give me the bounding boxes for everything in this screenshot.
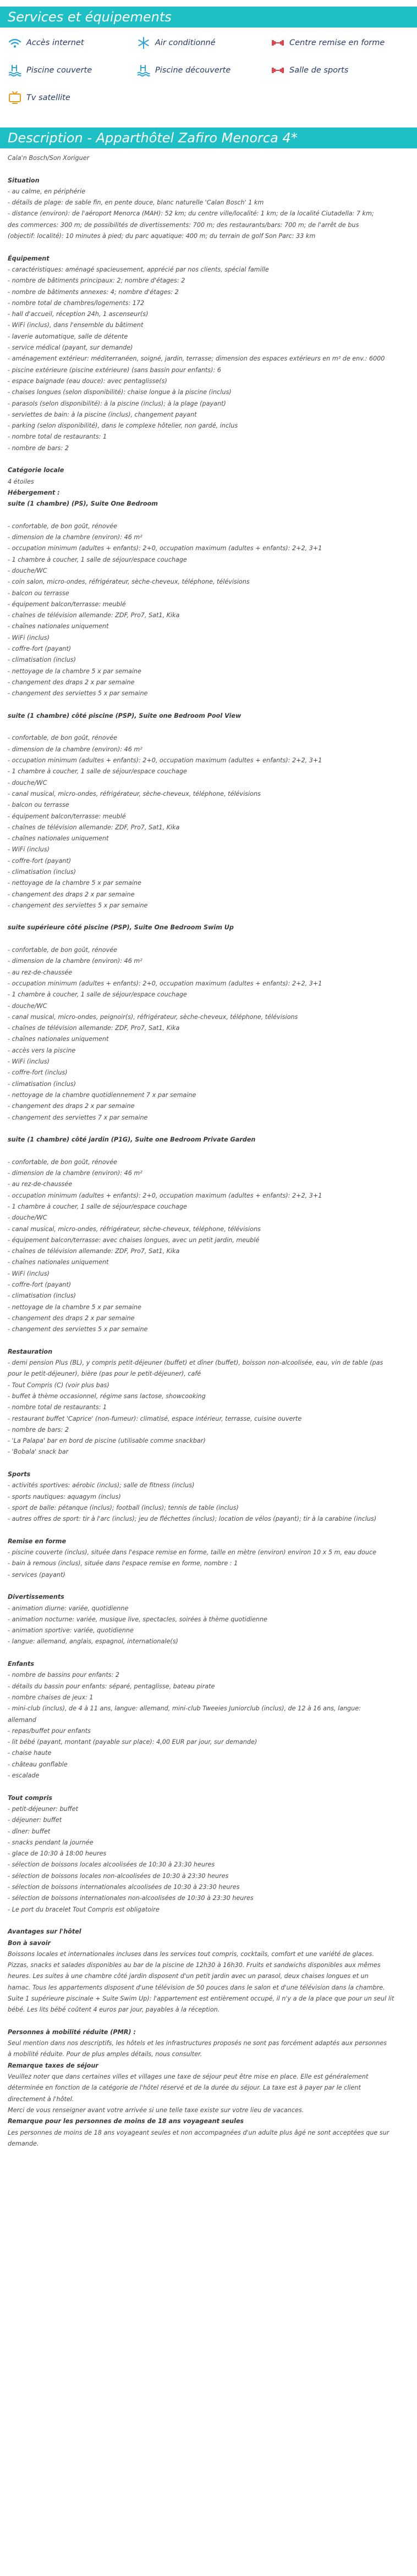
text-line: - nombre de bars: 2: [8, 444, 69, 452]
facility-item: [8, 35, 136, 51]
text-line: - détails de plage: de sable fin, en pente douce, blanc naturelle 'Calan Bosch' 1 km: [8, 199, 264, 207]
text-line: demande.: [8, 2140, 39, 2147]
text-line: - animation sportive: variée, quotidienne: [8, 1627, 134, 1635]
section-heading: Bon à savoir: [8, 1939, 51, 1947]
line-gap: [8, 1781, 409, 1792]
text-line: - glace de 10:30 à 18:00 heures: [8, 1850, 107, 1858]
text-line: - confortable, de bon goût, rénovée: [8, 522, 117, 530]
text-line: - piscine extérieure (piscine extérieure) (sans bassin pour enfants): 6: [8, 366, 221, 374]
text-line: - distance (environ): de l'aéroport Menorca (MAH): 52 km; du centre ville/localité: 1 km; de la localité Ciutadella: 7 km;: [8, 210, 374, 218]
text-line: - chaise haute: [8, 1749, 52, 1757]
text-line: - au calme, en périphérie: [8, 187, 85, 195]
text-line: - mini-club (inclus), de 4 à 11 ans, langue: allemand, mini-club Tweeies Juniorclub (inclus), de 12 à 16 ans, langue:: [8, 1705, 361, 1713]
line-gap: [8, 934, 409, 945]
description-content: [0, 148, 417, 2150]
text-line: - 1 chambre à coucher, 1 salle de séjour/espace couchage: [8, 556, 187, 563]
text-line: - 'La Palapa' bar en bord de piscine (utilisable comme snackbar): [8, 1437, 206, 1445]
text-line: - sélection de boissons internationales non-alcoolisées de 10:30 à 23:30 heures: [8, 1894, 254, 1902]
text-line: - buffet à thème occasionnel, régime sans lactose, showcooking: [8, 1392, 206, 1400]
text-line: - WiFi (inclus): [8, 1058, 50, 1066]
text-line: - nombre total de restaurants: 1: [8, 433, 107, 441]
section-heading: Remise en forme: [8, 1537, 67, 1545]
text-line: - canal musical, micro-ondes, peignoir(s), réfrigérateur, sèche-cheveux, téléphone, télévisions: [8, 1013, 298, 1021]
text-line: - langue: allemand, anglais, espagnol, internationale(s): [8, 1638, 178, 1646]
text-line: pour le petit-déjeuner), bière (pas pour le petit-déjeuner), café: [8, 1370, 201, 1378]
text-line: - chaînes de télévision allemande: ZDF, Pro7, Sat1, Kika: [8, 1024, 180, 1032]
text-line: - douche/WC: [8, 779, 47, 786]
text-line: - aménagement extérieur: méditerranéen, soigné, jardin, terrasse; dimension des espaces extérieurs en m² de env.: 6000: [8, 355, 385, 363]
text-line: déterminée en fonction de la catégorie de l'hôtel réservé et de la durée du séjour. La taxe est à payer par le client: [8, 2084, 361, 2092]
text-line: - 'Bobala' snack bar: [8, 1448, 69, 1456]
text-line: - accès vers la piscine: [8, 1046, 76, 1054]
text-line: - nombre chaises de jeux: 1: [8, 1693, 94, 1701]
text-line: - animation nocturne: variée, musique live, spectacles, soirées à thème quotidienne: [8, 1615, 267, 1623]
text-line: (objectif: localité): 10 minutes à pied; du parc aquatique: 400 m; du terrain de golf Son Parc: 33 km: [8, 232, 316, 240]
text-line: - confortable, de bon goût, rénovée: [8, 1158, 117, 1166]
section-heading: suite supérieure côté piscine (PSP), Suite One Bedroom Swim Up: [8, 924, 234, 932]
text-line: - sports nautiques: aquagym (inclus): [8, 1493, 121, 1500]
text-line: allemand: [8, 1716, 36, 1724]
text-line: - déjeuner: buffet: [8, 1816, 62, 1824]
text-line: - chaînes nationales uniquement: [8, 623, 109, 630]
text-line: - WiFi (inclus), dans l'ensemble du bâtiment: [8, 322, 144, 329]
text-line: - sélection de boissons locales alcoolisées de 10:30 à 23:30 heures: [8, 1861, 215, 1869]
page: [0, 7, 417, 2150]
text-line: - sport de balle: pétanque (inclus); football (inclus); tennis de table (inclus): [8, 1504, 239, 1511]
text-line: - équipement balcon/terrasse: meublé: [8, 600, 126, 608]
text-line: - activités sportives: aérobic (inclus); salle de fitness (inclus): [8, 1482, 195, 1489]
text-line: - nombre total de chambres/logements: 172: [8, 299, 145, 307]
text-line: - chaînes de télévision allemande: ZDF, Pro7, Sat1, Kika: [8, 1248, 180, 1255]
text-line: - nombre de bâtiments principaux: 2; nombre d'étages: 2: [8, 277, 185, 285]
text-line: - caractéristiques: aménagé spacieusement, apprécié par nos clients, spécial famille: [8, 265, 269, 273]
text-line: - Le port du bracelet Tout Compris est obligatoire: [8, 1905, 160, 1913]
pool-icon: [136, 63, 151, 77]
facility-item: [271, 35, 414, 51]
text-line: Merci de vous renseigner avant votre arrivée si une telle taxe existe sur votre lieu de vacances.: [8, 2106, 304, 2114]
text-line: - douche/WC: [8, 1002, 47, 1010]
text-line: - dimension de la chambre (environ): 46 m²: [8, 957, 142, 965]
text-line: - changement des draps 2 x par semaine: [8, 678, 135, 686]
facility-item: [8, 90, 136, 106]
line-gap: [8, 1648, 409, 1659]
text-line: - chaises longues (selon disponibilité): chaise longue à la piscine (inclus): [8, 389, 232, 396]
snowflake-icon: [136, 36, 151, 50]
text-line: hamac. Tous les appartements disposent d'une télévision de 50 pouces dans le salon et d'une télévision dans la chambre.: [8, 1984, 385, 1991]
text-line: - douche/WC: [8, 1214, 47, 1222]
text-line: - espace baignade (eau douce): avec pentaglisse(s): [8, 377, 167, 385]
text-line: - WiFi (inclus): [8, 634, 50, 641]
facilities-grid: [0, 27, 417, 106]
section-heading: Hébergement :: [8, 489, 60, 496]
line-gap: [8, 911, 409, 922]
text-line: - équipement balcon/terrasse: meublé: [8, 812, 126, 820]
services-title: Services et équipements: [8, 9, 172, 25]
text-line: - parasols (selon disponibilité): à la piscine (inclus); à la plage (payant): [8, 400, 226, 407]
text-line: - WiFi (inclus): [8, 1270, 50, 1277]
section-heading: Enfants: [8, 1660, 34, 1668]
text-line: - climatisation (inclus): [8, 868, 76, 876]
location-line: Cala'n Bosch/Son Xoriguer: [8, 154, 90, 162]
facility-label: Centre remise en forme: [289, 38, 385, 47]
section-heading: Personnes à mobilité réduite (PMR) :: [8, 2028, 136, 2036]
text-line: - équipement balcon/terrasse: avec chaises longues, avec un petit jardin, meublé: [8, 1236, 260, 1244]
text-line: - nettoyage de la chambre 5 x par semaine: [8, 879, 141, 887]
line-gap: [8, 1335, 409, 1346]
text-line: - château gonflable: [8, 1760, 68, 1768]
text-line: - coffre-fort (payant): [8, 857, 72, 865]
facility-item: [8, 63, 136, 78]
text-line: - nettoyage de la chambre 5 x par semaine: [8, 1303, 141, 1311]
text-line: - nombre total de restaurants: 1: [8, 1404, 107, 1411]
text-line: - nombre de bâtiments annexes: 4; nombre d'étages: 2: [8, 288, 179, 296]
section-heading: Restauration: [8, 1348, 53, 1355]
text-line: - petit-déjeuner: buffet: [8, 1805, 78, 1813]
text-line: - changement des serviettes 5 x par semaine: [8, 1326, 148, 1333]
line-gap: [8, 510, 409, 521]
text-line: - demi pension Plus (BL), y compris petit-déjeuner (buffet) et dîner (buffet), boisson non-alcoolisée, eau, vin de table (pas: [8, 1359, 383, 1367]
text-line: - nettoyage de la chambre 5 x par semaine: [8, 667, 141, 675]
text-line: - climatisation (inclus): [8, 1292, 76, 1300]
text-line: - chaînes de télévision allemande: ZDF, Pro7, Sat1, Kika: [8, 612, 180, 619]
text-line: - nombre de bars: 2: [8, 1426, 69, 1433]
text-line: - changement des serviettes 7 x par semaine: [8, 1114, 148, 1121]
text-line: - restaurant buffet 'Caprice' (non-fumeur): climatisé, espace intérieur, terrasse, cuisine ouverte: [8, 1415, 302, 1422]
description-lines: [8, 164, 409, 2150]
tv-icon: [8, 91, 22, 105]
text-line: - occupation minimum (adultes + enfants): 2+0, occupation maximum (adultes + enfants): 2+2, 3+1: [8, 979, 322, 987]
text-line: - snacks pendant la journée: [8, 1838, 94, 1846]
section-heading: Catégorie locale: [8, 467, 64, 474]
services-banner: [0, 7, 417, 27]
text-line: - confortable, de bon goût, rénovée: [8, 946, 117, 954]
text-line: heures. Les suites à une chambre côté jardin disposent d'un petit jardin avec un parasol, deux chaises longues et un: [8, 1973, 369, 1980]
facility-item: [271, 63, 414, 78]
text-line: - 1 chambre à coucher, 1 salle de séjour/espace couchage: [8, 768, 187, 775]
dumbbell-icon: [271, 36, 285, 50]
line-gap: [8, 242, 409, 253]
text-line: - escalade: [8, 1772, 40, 1780]
text-line: - piscine couverte (inclus), située dans l'espace remise en forme, taille en mètre (environ) environ 10 x 5 m, eau douce: [8, 1549, 376, 1556]
section-heading: Remarque pour les personnes de moins de 18 ans voyageant seules: [8, 2118, 244, 2125]
facility-label: Piscine découverte: [155, 66, 231, 75]
section-heading: Situation: [8, 176, 40, 184]
section-heading: Divertissements: [8, 1593, 64, 1601]
wifi-icon: [8, 36, 22, 50]
section-heading: Avantages sur l'hôtel: [8, 1928, 81, 1936]
facility-label: Salle de sports: [289, 66, 349, 75]
facility-item: [136, 63, 271, 78]
text-line: - 1 chambre à coucher, 1 salle de séjour/espace couchage: [8, 991, 187, 999]
text-line: - changement des draps 2 x par semaine: [8, 1103, 135, 1110]
text-line: Pizzas, snacks et salades disponibles au bar de la piscine de 12h30 à 16h30. Fruits et sandwichs disponibles aux mêmes: [8, 1962, 381, 1969]
text-line: - chaînes nationales uniquement: [8, 835, 109, 843]
text-line: - bain à remous (inclus), située dans l'espace remise en forme, nombre : 1: [8, 1560, 238, 1567]
text-line: - climatisation (inclus): [8, 1080, 76, 1088]
text-line: - confortable, de bon goût, rénovée: [8, 734, 117, 742]
text-line: - détails du bassin pour enfants: séparé, pentaglisse, bateau pirate: [8, 1682, 215, 1690]
text-line: - hall d'accueil, réception 24h, 1 ascenseur(s): [8, 311, 149, 318]
text-line: - canal musical, micro-ondes, réfrigérateur, sèche-cheveux, téléphone, télévisions: [8, 1225, 261, 1233]
text-line: bébé. Les lits bébé coûtent 4 euros par jour, payables à la réception.: [8, 2006, 220, 2014]
text-line: - occupation minimum (adultes + enfants): 2+0, occupation maximum (adultes + enfants): 2+2, 3+1: [8, 757, 322, 765]
line-gap: [8, 722, 409, 733]
text-line: à mobilité réduite. Pour de plus amples détails, nous consulter.: [8, 2051, 202, 2058]
description-title: Description - Apparthôtel Zafiro Menorca 4*: [8, 130, 298, 146]
section-heading: Sports: [8, 1471, 31, 1478]
text-line: Veuillez noter que dans certaines villes et villages une taxe de séjour peut être mise en place. Elle est généralement: [8, 2073, 369, 2081]
text-line: - au rez-de-chaussée: [8, 1181, 73, 1188]
section-heading: suite (1 chambre) côté piscine (PSP), Suite one Bedroom Pool View: [8, 712, 242, 719]
text-line: - Tout Compris (C) (voir plus bas): [8, 1381, 109, 1389]
facility-label: Air conditionné: [155, 38, 216, 47]
dumbbell-icon: [271, 63, 285, 77]
text-line: Suite 1 supérieure piscinale + Suite Swim Up): l'appartement est entièrement occupé, il n'y a de la place que pour un seul lit: [8, 1995, 394, 2002]
text-line: - serviettes de bain: à la piscine (inclus), changement payant: [8, 411, 197, 418]
text-line: - climatisation (inclus): [8, 656, 76, 664]
line-gap: [8, 1145, 409, 1156]
line-gap: [8, 2016, 409, 2027]
section-heading: Remarque taxes de séjour: [8, 2062, 98, 2069]
text-line: - au rez-de-chaussée: [8, 968, 73, 976]
text-line: - nettoyage de la chambre quotidiennement 7 x par semaine: [8, 1091, 196, 1099]
pool-icon: [8, 63, 22, 77]
section-heading: Équipement: [8, 254, 50, 262]
text-line: - WiFi (inclus): [8, 846, 50, 854]
text-line: - coffre-fort (payant): [8, 645, 72, 653]
text-line: - dîner: buffet: [8, 1827, 51, 1835]
line-gap: [8, 1915, 409, 1926]
text-line: - changement des draps 2 x par semaine: [8, 1314, 135, 1322]
text-line: - changement des serviettes 5 x par semaine: [8, 690, 148, 697]
facility-label: Tv satellite: [26, 93, 70, 102]
description-banner: [0, 128, 417, 148]
text-line: - dimension de la chambre (environ): 46 m²: [8, 1170, 142, 1177]
text-line: - occupation minimum (adultes + enfants): 2+0, occupation maximum (adultes + enfants): 2+2, 3+1: [8, 545, 322, 552]
text-line: - sélection de boissons internationales alcoolisées de 10:30 à 23:30 heures: [8, 1883, 240, 1891]
text-line: - sélection de boissons locales non-alcoolisées de 10:30 à 23:30 heures: [8, 1872, 229, 1880]
facility-label: Piscine couverte: [26, 66, 92, 75]
line-gap: [8, 1525, 409, 1536]
text-line: - chaînes de télévision allemande: ZDF, Pro7, Sat1, Kika: [8, 823, 180, 831]
text-line: - repas/buffet pour enfants: [8, 1727, 91, 1735]
facility-item: [136, 35, 271, 51]
text-line: - balcon ou terrasse: [8, 589, 69, 597]
text-line: - douche/WC: [8, 567, 47, 574]
text-line: - autres offres de sport: tir à l'arc (inclus); jeu de fléchettes (inclus); location de vélos (payant); tir à la carabine (inclus): [8, 1515, 377, 1523]
line-gap: [8, 1458, 409, 1469]
text-line: - parking (selon disponibilité), dans le complexe hôtelier, non gardé, inclus: [8, 422, 238, 430]
text-line: directement à l'hôtel.: [8, 2095, 74, 2103]
line-gap: [8, 700, 409, 711]
text-line: - coffre-fort (payant): [8, 1281, 72, 1288]
text-line: - chaînes nationales uniquement: [8, 1259, 109, 1266]
section-heading: Tout compris: [8, 1794, 53, 1802]
line-gap: [8, 454, 409, 465]
facility-label: Accès internet: [26, 38, 84, 47]
text-line: - changement des draps 2 x par semaine: [8, 890, 135, 898]
line-gap: [8, 1581, 409, 1592]
line-gap: [8, 164, 409, 175]
text-line: - animation diurne: variée, quotidienne: [8, 1604, 129, 1612]
text-line: - lit bébé (payant, montant (payable sur place): 4,00 EUR par jour, sur demande): [8, 1738, 257, 1746]
text-line: Les personnes de moins de 18 ans voyageant seules et non accompagnées d'un adulte plus âgé ne sont acceptées que sur: [8, 2129, 389, 2136]
text-line: - services (payant): [8, 1571, 65, 1578]
text-line: - balcon ou terrasse: [8, 801, 69, 809]
line-gap: [8, 1123, 409, 1134]
text-line: des commerces: 300 m; de possibilités de divertissements: 700 m; des restaurants/bars: 700 m; de l'arrêt de bus: [8, 221, 359, 229]
text-line: Seul mention dans nos descriptifs, les hôtels et les infrastructures proposés ne sont pas forcément adaptés aux personnes: [8, 2040, 387, 2047]
section-heading: suite (1 chambre) côté jardin (P1G), Suite one Bedroom Private Garden: [8, 1136, 256, 1144]
text-line: - occupation minimum (adultes + enfants): 2+0, occupation maximum (adultes + enfants): 2+2, 3+1: [8, 1192, 322, 1199]
text-line: - laverie automatique, salle de détente: [8, 333, 128, 340]
text-line: - dimension de la chambre (environ): 46 m²: [8, 745, 142, 753]
text-line: - dimension de la chambre (environ): 46 m²: [8, 534, 142, 541]
text-line: - service médical (payant, sur demande): [8, 344, 133, 352]
text-line: - changement des serviettes 5 x par semaine: [8, 901, 148, 909]
text-line: - canal musical, micro-ondes, réfrigérateur, sèche-cheveux, téléphone, télévisions: [8, 790, 261, 797]
text-line: - coffre-fort (inclus): [8, 1069, 68, 1077]
text-line: 4 étoiles: [8, 478, 34, 485]
text-line: - coin salon, micro-ondes, réfrigérateur, sèche-cheveux, téléphone, télévisions: [8, 578, 250, 586]
section-heading: suite (1 chambre) (PS), Suite One Bedroom: [8, 500, 158, 508]
text-line: - nombre de bassins pour enfants: 2: [8, 1671, 120, 1679]
text-line: - chaînes nationales uniquement: [8, 1035, 109, 1043]
text-line: - 1 chambre à coucher, 1 salle de séjour/espace couchage: [8, 1203, 187, 1210]
text-line: Boissons locales et internationales incluses dans les services tout compris, cocktails, comfort et une variété de glaces.: [8, 1950, 374, 1958]
